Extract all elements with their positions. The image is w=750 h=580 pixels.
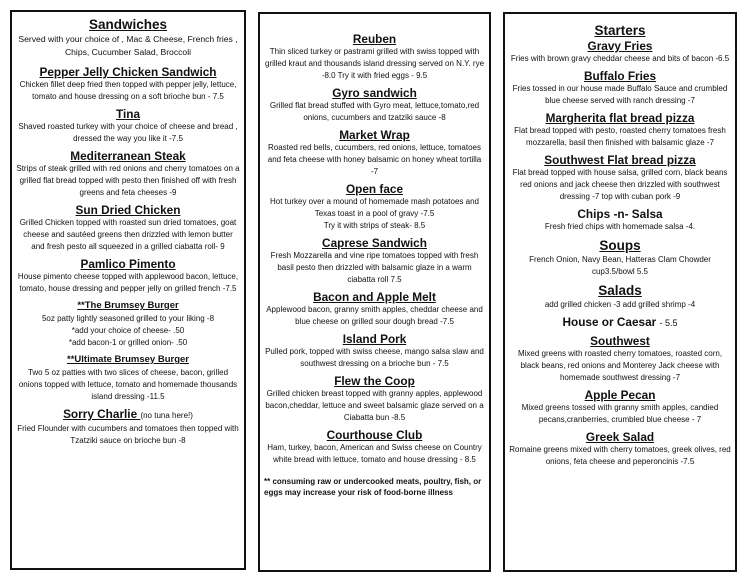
sandwiches-column-2 [258,12,491,572]
item-name: Reuben [352,32,397,46]
item-desc: Fried Flounder with cucumbers and tomatoes then topped with Tzatziki sauce on brioche bun -8 [17,424,239,445]
item-name: Island Pork [342,332,407,346]
item-desc: Flat bread topped with pesto, roasted cherry tomatoes fresh mozzarella, basil then finished with balsamic glaze -7 [514,126,726,147]
item-desc: Grilled Chicken topped with roasted sun dried tomatoes, goat cheese and sautéed greens then drizzled with lemon butter and fresh pesto all squeezed in a grilled ciabatta roll- 9 [19,218,237,251]
soups-heading: Soups [599,238,641,253]
item-desc: Roasted red bells, cucumbers, red onions, lettuce, tomatoes and feta cheese with honey balsamic on honey wheat tortilla -7 [267,143,482,176]
item-desc: Two 5 oz patties with two slices of cheese, bacon, grilled onions topped with lettuce, tomato and homemade thousands island dressing -11.5 [18,368,238,401]
item-desc: Strips of steak grilled with red onions and cherry tomatoes on a grilled flat bread topped with pesto then finished off with fresh greens and feta cheeses -9 [16,164,240,197]
item-name: Margherita flat bread pizza [545,111,695,125]
item-name: **Ultimate Brumsey Burger [67,354,189,365]
item-desc: Chicken fillet deep fried then topped with pepper jelly, lettuce, tomato and house dressing on a soft brioche bun - 7.5 [19,80,237,101]
item-desc: 5oz patty lightly seasoned grilled to your liking -8 *add your choice of cheese- .50 *add bacon-1 or grilled onion- .50 [41,314,215,347]
item-desc: Fries with brown gravy cheddar cheese and bits of bacon -6.5 [510,54,730,63]
item-name: Open face [345,182,404,196]
sandwiches-column [10,10,246,570]
house-caesar [509,315,731,330]
starters-heading: Starters [594,23,646,38]
item-desc: Grilled flat bread stuffed with Gyro meat, lettuce,tomato,red onions, cucumbers and tzatziki sauce -8 [269,101,480,122]
item-name: Pamlico Pimento [80,257,176,271]
item-name: Buffalo Fries [583,69,657,83]
food-safety-note: ** consuming raw or undercooked meats, poultry, fish, or eggs may increase your risk of food-borne illness [264,477,482,497]
item-name: Courthouse Club [326,428,423,442]
item-desc: Flat bread topped with house salsa, grilled corn, black beans red onions and jack cheese then drizzled with southwest dressing -7 top with cuban pork -9 [512,168,728,201]
item-name: Bacon and Apple Melt [313,290,436,304]
salad-desc: Romaine greens mixed with cherry tomatoes, greek olives, red onions, feta cheese and peperoncinis -7.5 [509,445,731,466]
item-name-with-note [16,407,240,423]
sandwiches-intro: Served with your choice of , Mac & Cheese, French fries , Chips, Cucumber Salad, Broccoli [18,34,238,57]
item-desc: Fresh fried chips with homemade salsa -4. [544,222,696,231]
item-desc: Thin sliced turkey or pastrami grilled with swiss topped with grilled kraut and thousands island dressing served on N.Y. rye -8.0 Try it with fried eggs - 9.5 [264,47,485,80]
salad-desc: Mixed greens with roasted cherry tomatoes, roasted corn, black beans, red onions and Monterey Jack cheese with homemade southwest dressing -7 [517,349,723,382]
item-name: Tina [115,107,141,121]
item-suffix: (no tuna here!) [140,411,193,420]
item-name: Sorry Charlie [63,407,138,421]
item-desc: Applewood bacon, granny smith apples, cheddar cheese and blue cheese on grilled sour dough bread -7.5 [266,305,483,326]
salad-name: Apple Pecan [584,388,656,402]
item-name: Market Wrap [339,128,410,142]
house-caesar-price: - 5.5 [659,318,678,328]
item-name: Gravy Fries [587,39,653,53]
salad-name: Southwest [590,334,650,348]
item-name: Sun Dried Chicken [75,203,181,217]
house-caesar-label: House or Caesar [562,315,657,329]
item-desc: Shaved roasted turkey with your choice of cheese and bread , dressed the way you like it -7.5 [18,122,238,143]
item-name: Chips -n- Salsa [577,207,663,221]
item-name: Pepper Jelly Chicken Sandwich [39,65,217,79]
soups-desc: French Onion, Navy Bean, Hatteras Clam Chowder cup3.5/bowl 5.5 [529,255,711,276]
salad-name: Greek Salad [585,430,655,444]
item-name: Flew the Coop [334,374,415,388]
item-desc: Fresh Mozzarella and vine ripe tomatoes topped with fresh basil pesto then drizzled with balsamic glaze in a warm ciabatta roll 7.5 [270,251,479,284]
item-desc: Fries tossed in our house made Buffalo Sauce and crumbled blue cheese served with ranch dressing -7 [512,84,728,105]
item-name: Southwest Flat bread pizza [544,153,696,167]
starters-column [503,12,737,572]
sandwiches-heading: Sandwiches [88,17,168,32]
item-desc: Hot turkey over a mound of homemade mash potatoes and Texas toast in a pool of gravy -7.5 Try it with strips of steak- 8.5 [269,197,479,230]
salads-heading: Salads [598,283,642,298]
item-desc: Grilled chicken breast topped with granny apples, applewood bacon,cheddar, lettuce and sweet balsamic glaze served on a Ciabatta bun -8.5 [265,389,484,422]
item-name: Caprese Sandwich [322,236,427,250]
salads-desc: add grilled chicken -3 add grilled shrimp -4 [544,300,696,309]
item-name: **The Brumsey Burger [77,300,179,311]
item-desc: Pulled pork, topped with swiss cheese, mango salsa slaw and southwest dressing on a brioche bun - 7.5 [265,347,484,368]
item-name: Mediterranean Steak [70,149,186,163]
salad-desc: Mixed greens tossed with granny smith apples, candied pecans,cranberries, crumbled blue cheese - 7 [521,403,719,424]
item-desc: House pimento cheese topped with applewood bacon, lettuce, tomato, house dressing and pepper jelly on grilled french -7.5 [17,272,239,293]
item-name: Gyro sandwich [332,86,417,100]
item-desc: Ham, turkey, bacon, American and Swiss cheese on Country white bread with lettuce, tomato and house dressing - 8.5 [267,443,482,464]
